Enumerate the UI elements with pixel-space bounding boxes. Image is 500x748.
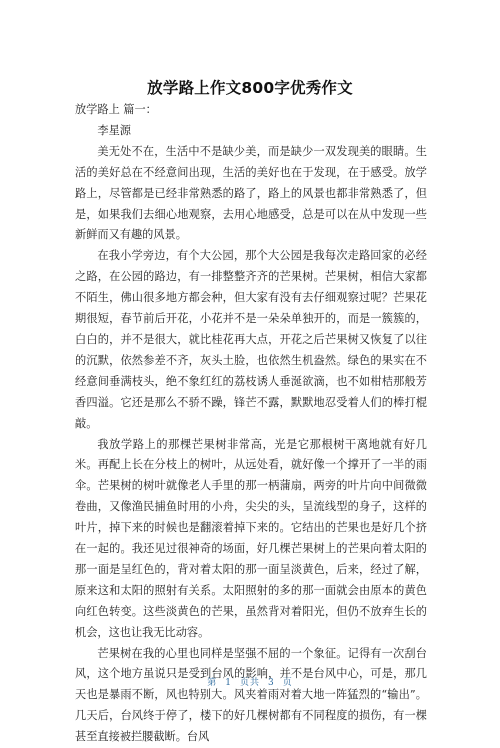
current-page-number: 1 xyxy=(225,678,232,688)
footer-label-middle: 页共 xyxy=(239,678,260,688)
total-pages-number: 3 xyxy=(268,678,275,688)
paragraph-1: 美无处不在，生活中不是缺少美，而是缺少一双发现美的眼睛。生活的美好总在不经意间出现，生活的美好也在于发现，在于感受。放学路上，尽管都是已经非常熟悉的路了，路上的风景也都非常熟悉了，但是，如果我们去细心地观察，去用心地感受，总是可以在从中发现一些新鲜而又有趣的风景。 xyxy=(75,144,427,242)
paragraph-3: 我放学路上的那棵芒果树非常高，光是它那根树干离地就有好几米。再配上长在分枝上的树叶，从远处看，就好像一个撑开了一半的雨伞。芒果树的树叶就像老人手里的那一柄蒲扇，两旁的叶片向中间微微卷曲，又像渔民捕鱼时用的小舟，尖尖的头，呈流线型的身子，这样的叶片，掉下来的时候也是翻滚着掉下来的。它结出的芒果也是好几个挤在一起的。我还见过很神奇的场面，好几棵芒果树上的芒果向着太阳的那一面是呈红色的，背对着太阳的那一面呈淡黄色，后来，经过了解，原来这和太阳的照射有关系。太阳照射的多的那一面就会由原本的黄色向红色转变。这些淡黄色的芒果，虽然背对着阳光，但仍不放弃生长的机会，这也让我无比动容。 xyxy=(75,437,427,639)
footer-label-before: 第 xyxy=(207,678,218,688)
document-title: 放学路上作文800字优秀作文 xyxy=(147,79,353,97)
page-footer xyxy=(0,675,500,688)
document-body xyxy=(75,100,427,748)
footer-label-after: 页 xyxy=(282,678,293,688)
author-name: 李星源 xyxy=(97,123,131,137)
paragraph-2: 在我小学旁边，有个大公园，那个大公园是我每次走路回家的必经之路，在公园的路边，有一排整整齐齐的芒果树。芒果树，相信大家都不陌生，佛山很多地方都会种，但大家有没有去仔细观察过呢？芒果花期很短，春节前后开花，小花并不是一朵朵单独开的，而是一簇簇的，白白的，并不是很大，就比桂花再大点，开花之后芒果树又恢复了以往的沉默，依然参差不齐，灰头土脸，也依然生机盎然。绿色的果实在不经意间垂满枝头，绝不象红红的荔枝诱人垂涎欲滴，也不如柑桔那般芳香四溢。它还是那么不骄不躁，锋芒不露，默默地忍受着人们的棒打棍敲。 xyxy=(75,249,427,430)
paragraph-4: 芒果树在我的心里也同样是坚强不屈的一个象征。记得有一次刮台风，这个地方虽说只是受到台风的影响，并不是台风中心，可是，那几天也是暴雨不断，风也特别大。风夹着雨对着大地一阵猛烈的“输出”。几天后，台风终于停了，楼下的好几棵树都有不同程度的损伤，有一棵甚至直接被拦腰截断。台风 xyxy=(75,646,427,744)
section-heading: 放学路上 篇一： xyxy=(75,103,157,116)
